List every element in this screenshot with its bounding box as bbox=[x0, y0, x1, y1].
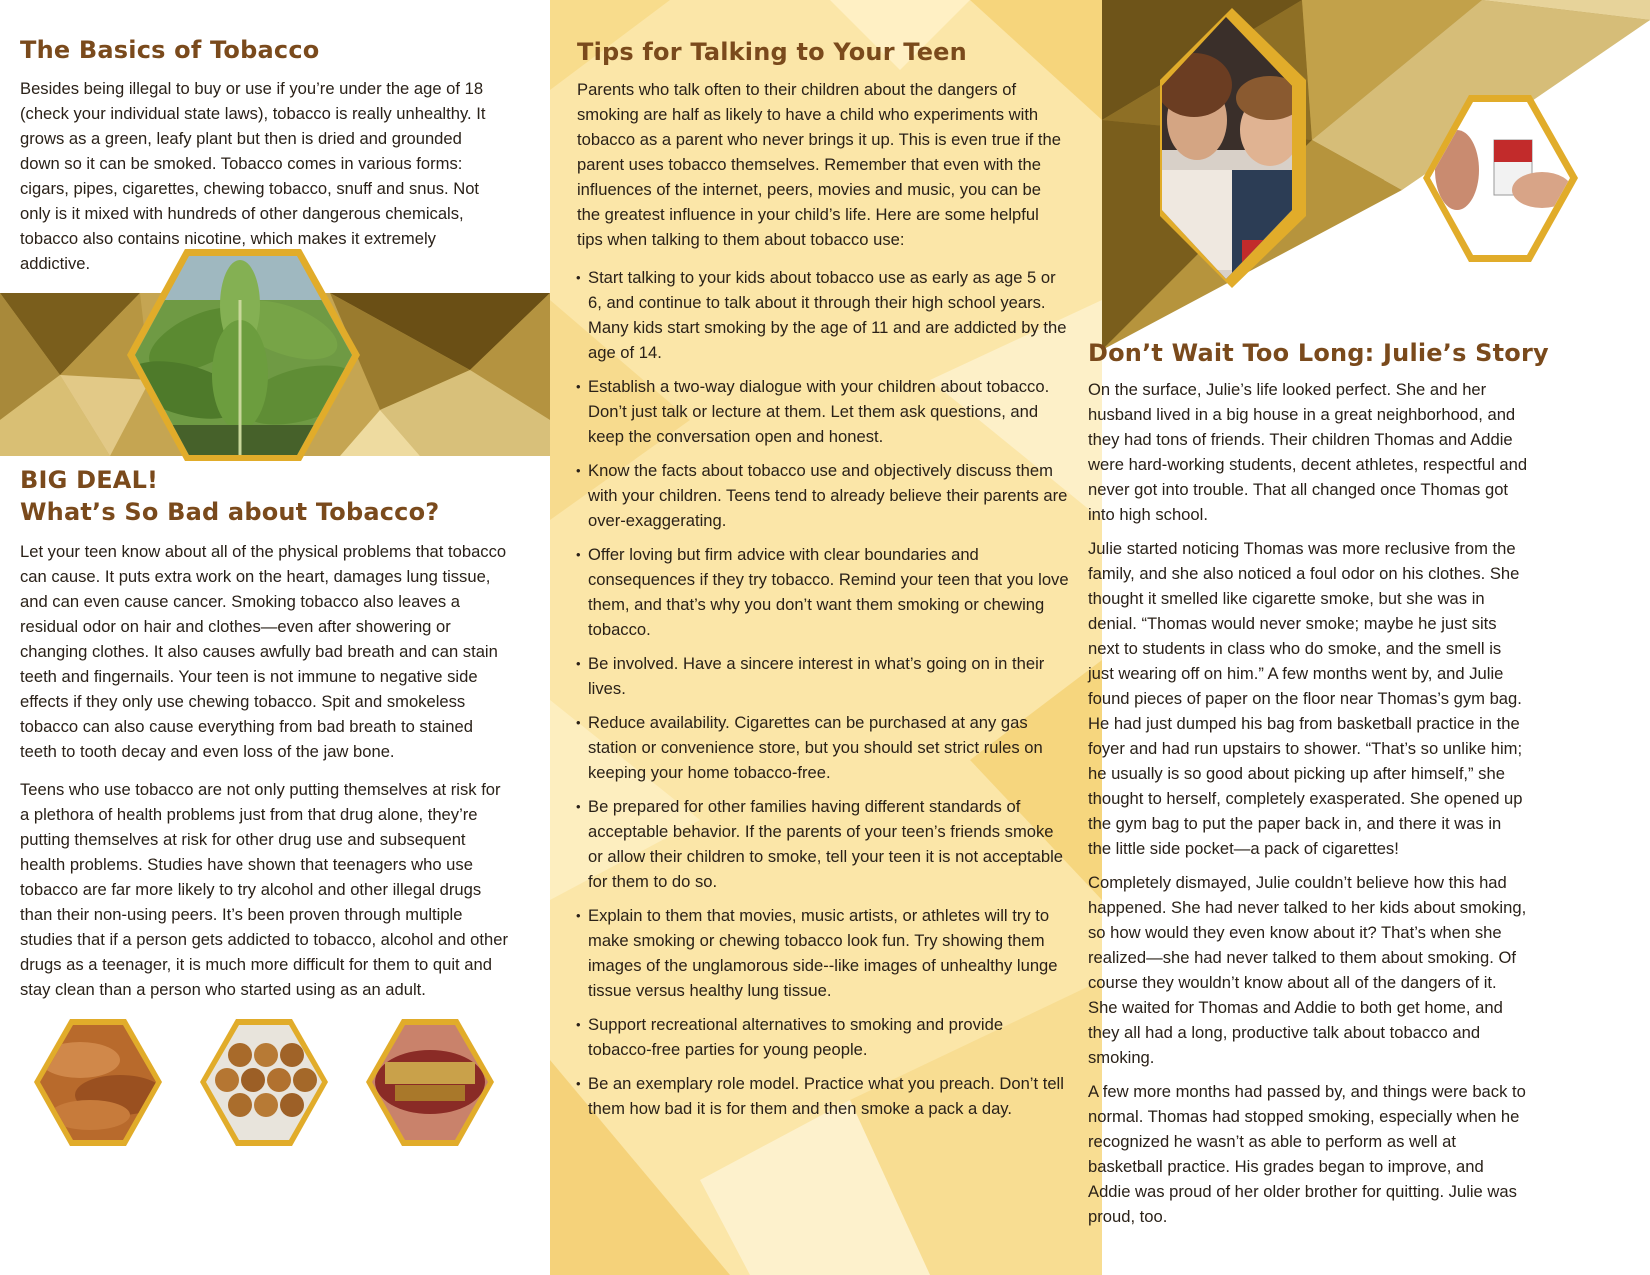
tip-item: • Know the facts about tobacco use and objectively discuss them with your children. Teens tend to already believe their parents are over-exaggerating. bbox=[576, 458, 1071, 533]
basics-body: Besides being illegal to buy or use if you’re under the age of 18 (check your individual state laws), tobacco is really unhealthy. It grows as a green, leafy plant but then is dried and grounded down so it can be smoked. Tobacco comes in various forms: cigars, pipes, cigarettes, chewing tobacco, snuff and snus. Not only is it mixed with hundreds of other dangerous chemicals, tobacco also contains nicotine, which makes it extremely addictive. bbox=[20, 79, 486, 273]
dried-tobacco-image bbox=[34, 1019, 165, 1146]
right-panel bbox=[1088, 0, 1650, 1275]
tip-item: • Reduce availability. Cigarettes can be purchased at any gas station or convenience store, but you should set strict rules on keeping your home tobacco-free. bbox=[576, 710, 1071, 785]
tip-item: • Explain to them that movies, music artists, or athletes will try to make smoking or chewing tobacco look fun. Try showing them images of the unglamorous side--like images of unhealthy lunge tissue versus healthy lung tissue. bbox=[576, 903, 1071, 1003]
bigdeal-heading-line1: BIG DEAL! bbox=[20, 466, 159, 494]
tips-list bbox=[576, 265, 1071, 1130]
bigdeal-paragraph-1: Let your teen know about all of the physical problems that tobacco can cause. It puts extra work on the heart, damages lung tissue, and can even cause cancer. Smoking tobacco also leaves a residual odor on hair and clothes—even after showering or changing clothes. It also causes awfully bad breath and can stain teeth and fingernails. Your teen is not immune to negative side effects if they only use chewing tobacco. Spit and smokeless tobacco can also cause everything from bad breath to stained teeth to tooth decay and even loss of the jaw bone. bbox=[20, 542, 507, 761]
julie-story bbox=[1088, 377, 1528, 1238]
story-paragraph: On the surface, Julie’s life looked perfect. She and her husband lived in a big house in a great neighborhood, and they had tons of friends. Their children Thomas and Addie were hard-working students, decent athletes, respectful and never got into trouble. That all changed once Thomas got into high school. bbox=[1088, 380, 1528, 524]
tips-heading: Tips for Talking to Your Teen bbox=[577, 38, 967, 66]
tips-intro: Parents who talk often to their children about the dangers of smoking are half as likely to have a child who experiments with tobacco as a parent who never brings it up. This is even true if the parent uses tobacco themselves. Remember that even with the influences of the internet, peers, movies and music, you can be the greatest influence in your child’s life. Here are some helpful tips when talking to them about tobacco use: bbox=[577, 80, 1061, 249]
right-decor bbox=[1102, 0, 1650, 360]
julie-heading: Don’t Wait Too Long: Julie’s Story bbox=[1088, 339, 1549, 367]
middle-panel bbox=[550, 0, 1102, 1275]
basics-heading: The Basics of Tobacco bbox=[20, 36, 320, 64]
story-paragraph: A few more months had passed by, and things were back to normal. Thomas had stopped smoking, especially when he recognized he wasn’t as able to perform as well at basketball practice. His grades began to improve, and Addie was proud of her older brother for quitting. Julie was proud, too. bbox=[1088, 1082, 1526, 1226]
story-paragraph: Julie started noticing Thomas was more reclusive from the family, and she also noticed a foul odor on his clothes. She thought it smelled like cigarette smoke, but she was in denial. “Thomas would never smoke; maybe he just sits next to students in class who do smoke, and the smell is just wearing off on him.” A few months went by, and Julie found pieces of paper on the floor near Thomas’s gym bag. He had just dumped his bag from basketball practice in the foyer and had run upstairs to shower. “That’s so unlike him; he usually is so good about picking up after himself,” she thought to herself, completely exasperated. She opened up the gym bag to put the paper back in, and there it was in the little side pocket—a pack of cigarettes! bbox=[1088, 539, 1523, 858]
stained-teeth-image bbox=[365, 1019, 495, 1146]
tip-item: • Be involved. Have a sincere interest in what’s going on in their lives. bbox=[576, 651, 1071, 701]
tip-item: • Be an exemplary role model. Practice what you preach. Don’t tell them how bad it is for them and then smoke a pack a day. bbox=[576, 1071, 1071, 1121]
tip-item: • Be prepared for other families having different standards of acceptable behavior. If the parents of your teen’s friends smoke or allow their children to smoke, tell your teen it is not acceptable for them to do so. bbox=[576, 794, 1071, 894]
left-panel bbox=[0, 0, 550, 1275]
tip-item: • Start talking to your kids about tobacco use as early as age 5 or 6, and continue to talk about it through their high school years. Many kids start smoking by the age of 11 and are addicted by the age of 14. bbox=[576, 265, 1071, 365]
bigdeal-heading-line2: What’s So Bad about Tobacco? bbox=[20, 498, 440, 526]
bigdeal-paragraph-2: Teens who use tobacco are not only putting themselves at risk for a plethora of health problems just from that drug alone, they’re putting themselves at risk for other drug use and subsequent health problems. Studies have shown that teenagers who use tobacco are far more likely to try alcohol and other illegal drugs than their non-using peers. It’s been proven through multiple studies that if a person gets addicted to tobacco, alcohol and other drugs as a teenager, it is much more difficult for them to quit and stay clean than a person who started using as an adult. bbox=[20, 780, 508, 999]
story-paragraph: Completely dismayed, Julie couldn’t believe how this had happened. She had never talked to her kids about smoking, so how would they even know about it? That’s when she realized—she had never talked to them about smoking. Of course they wouldn’t know about all of the dangers of it. She waited for Thomas and Addie to both get home, and they all had a long, productive talk about tobacco and smoking. bbox=[1088, 873, 1527, 1067]
tip-item: • Support recreational alternatives to smoking and provide tobacco-free parties for young people. bbox=[576, 1012, 1071, 1062]
tip-item: • Establish a two-way dialogue with your children about tobacco. Don’t just talk or lecture at them. Let them ask questions, and keep the conversation open and honest. bbox=[576, 374, 1071, 449]
tip-item: • Offer loving but firm advice with clear boundaries and consequences if they try tobacco. Remind your teen that you love them, and that’s why you don’t want them smoking or chewing tobacco. bbox=[576, 542, 1071, 642]
cigarettes-image bbox=[200, 1019, 330, 1146]
